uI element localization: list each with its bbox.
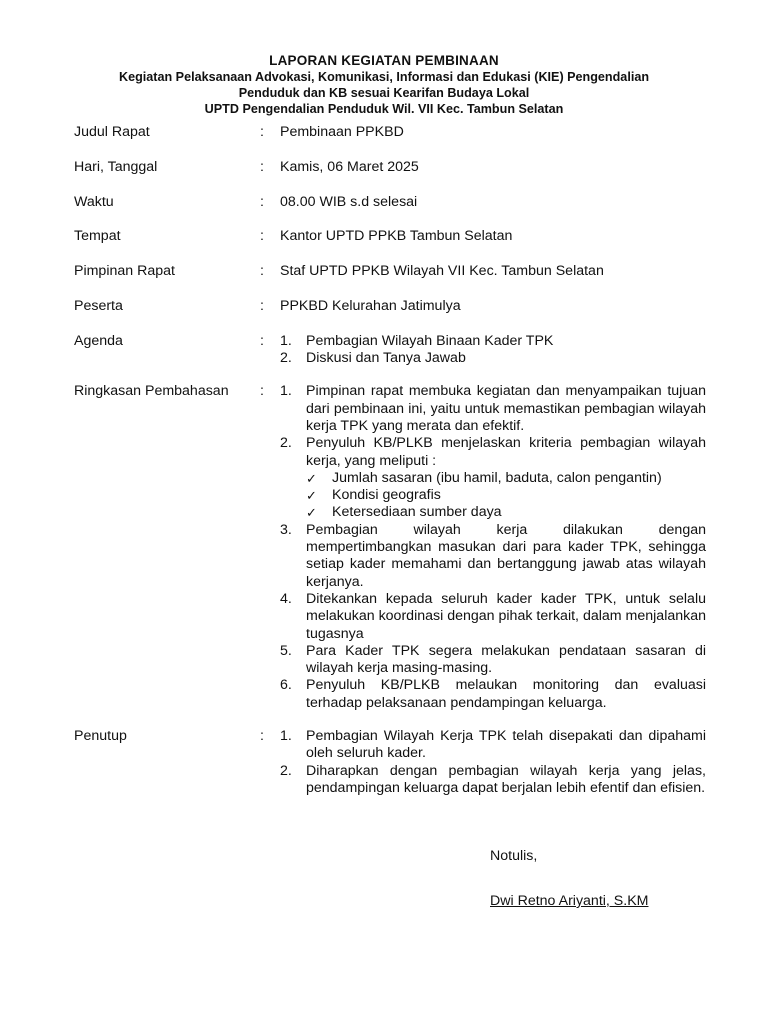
- field-colon: :: [260, 263, 264, 280]
- item-text: Diharapkan dengan pembagian wilayah kerja yang jelas, pendampingan keluarga dapat berjalan lebih efentif dan efisien.: [306, 762, 706, 796]
- field-colon: :: [260, 228, 264, 245]
- item-number: 1.: [280, 332, 292, 349]
- field-colon: :: [260, 297, 264, 314]
- item-number: 1.: [280, 383, 292, 400]
- item-number: 6.: [280, 677, 292, 694]
- item-text: Ditekankan kepada seluruh kader kader TPK, untuk selalu melakukan koordinasi dengan pihak terkait, dalam menjalankan tugasnya: [306, 590, 706, 642]
- signature-name: Dwi Retno Ariyanti, S.KM: [490, 893, 649, 909]
- field-colon: :: [260, 728, 264, 745]
- report-title: LAPORAN KEGIATAN PEMBINAAN: [269, 53, 499, 68]
- field-value: 08.00 WIB s.d selesai: [280, 193, 418, 210]
- item-text-block: [306, 435, 706, 521]
- item-text: Penyuluh KB/PLKB melaukan monitoring dan evaluasi terhadap pelaksanaan pendampingan keluarga.: [306, 677, 706, 711]
- field-hari-tanggal: [74, 159, 706, 176]
- list-item: [280, 350, 706, 367]
- item-number: 2.: [280, 762, 292, 779]
- item-text: Diskusi dan Tanya Jawab: [306, 350, 466, 367]
- item-text: Pembagian Wilayah Binaan Kader TPK: [306, 332, 554, 349]
- criteria-item: [306, 487, 706, 504]
- list-item: [280, 435, 706, 521]
- item-number: 2.: [280, 435, 292, 452]
- report-subtitle-line-2: Penduduk dan KB sesuai Kearifan Budaya Lokal: [238, 86, 530, 100]
- field-label: Pimpinan Rapat: [74, 263, 175, 280]
- list-item: [280, 643, 706, 678]
- criteria-list: [306, 470, 706, 522]
- signature-role: Notulis,: [490, 848, 538, 864]
- field-colon: :: [260, 193, 264, 210]
- field-colon: :: [260, 383, 264, 400]
- report-fields: [74, 124, 706, 797]
- item-number: 5.: [280, 642, 292, 659]
- document-header: [60, 53, 708, 117]
- checkmark-icon: ✓: [306, 488, 317, 504]
- list-item: [280, 591, 706, 643]
- item-number: 4.: [280, 590, 292, 607]
- criteria-text: Kondisi geografis: [332, 487, 441, 504]
- criteria-text: Ketersediaan sumber daya: [332, 504, 502, 521]
- field-ringkasan-pembahasan: [74, 383, 706, 712]
- field-agenda: [74, 333, 706, 368]
- item-number: 2.: [280, 350, 292, 367]
- field-judul-rapat: [74, 124, 706, 141]
- field-value: Kamis, 06 Maret 2025: [280, 158, 419, 175]
- field-label: Hari, Tanggal: [74, 158, 158, 175]
- field-colon: :: [260, 332, 264, 349]
- field-value: Staf UPTD PPKB Wilayah VII Kec. Tambun Selatan: [280, 263, 604, 280]
- field-label: Penutup: [74, 728, 127, 745]
- list-item: [280, 728, 706, 763]
- list-item: [280, 763, 706, 798]
- field-colon: :: [260, 158, 264, 175]
- field-tempat: [74, 228, 706, 245]
- checkmark-icon: ✓: [306, 470, 317, 486]
- field-colon: :: [260, 124, 264, 140]
- field-label: Peserta: [74, 297, 123, 314]
- item-number: 1.: [280, 728, 292, 745]
- ringkasan-list: [280, 383, 706, 712]
- field-label: Agenda: [74, 332, 123, 349]
- field-label: Judul Rapat: [74, 124, 150, 140]
- list-item: [280, 677, 706, 712]
- penutup-list: [280, 728, 706, 797]
- item-text: Pimpinan rapat membuka kegiatan dan menyampaikan tujuan dari pembinaan ini, yaitu untuk memastikan pembagian wilayah kerja TPK yang merata dan efektif.: [306, 383, 706, 434]
- field-penutup: [74, 728, 706, 797]
- criteria-item: [306, 504, 706, 521]
- field-label: Tempat: [74, 228, 121, 245]
- list-item: [280, 333, 706, 350]
- checkmark-icon: ✓: [306, 505, 317, 521]
- field-label: Ringkasan Pembahasan: [74, 383, 229, 400]
- criteria-text: Jumlah sasaran (ibu hamil, baduta, calon pengantin): [332, 469, 662, 486]
- field-pimpinan-rapat: [74, 263, 706, 280]
- report-subtitle-line-1: Kegiatan Pelaksanaan Advokasi, Komunikasi, Informasi dan Edukasi (KIE) Pengendalian: [118, 70, 650, 84]
- report-subtitle-line-3: UPTD Pengendalian Penduduk Wil. VII Kec. Tambun Selatan: [204, 102, 564, 116]
- item-text: Pembagian wilayah kerja dilakukan dengan mempertimbangkan masukan dari para kader TPK, sehingga setiap kader memahami dan bertanggung jawab atas wilayah kerjanya.: [306, 521, 706, 590]
- field-peserta: [74, 298, 706, 315]
- field-value: Pembinaan PPKBD: [280, 124, 404, 140]
- item-number: 3.: [280, 521, 292, 538]
- item-text: Pembagian Wilayah Kerja TPK telah disepakati dan dipahami oleh seluruh kader.: [306, 728, 706, 762]
- item-text: Penyuluh KB/PLKB menjelaskan kriteria pembagian wilayah kerja, yang meliputi :: [306, 435, 706, 469]
- field-waktu: [74, 194, 706, 211]
- field-value: Kantor UPTD PPKB Tambun Selatan: [280, 228, 513, 245]
- list-item: [280, 522, 706, 591]
- criteria-item: [306, 470, 706, 487]
- agenda-list: [280, 333, 706, 368]
- field-label: Waktu: [74, 193, 114, 210]
- list-item: [280, 383, 706, 435]
- item-text: Para Kader TPK segera melakukan pendataan sasaran di wilayah kerja masing-masing.: [306, 642, 706, 677]
- field-value: PPKBD Kelurahan Jatimulya: [280, 297, 461, 314]
